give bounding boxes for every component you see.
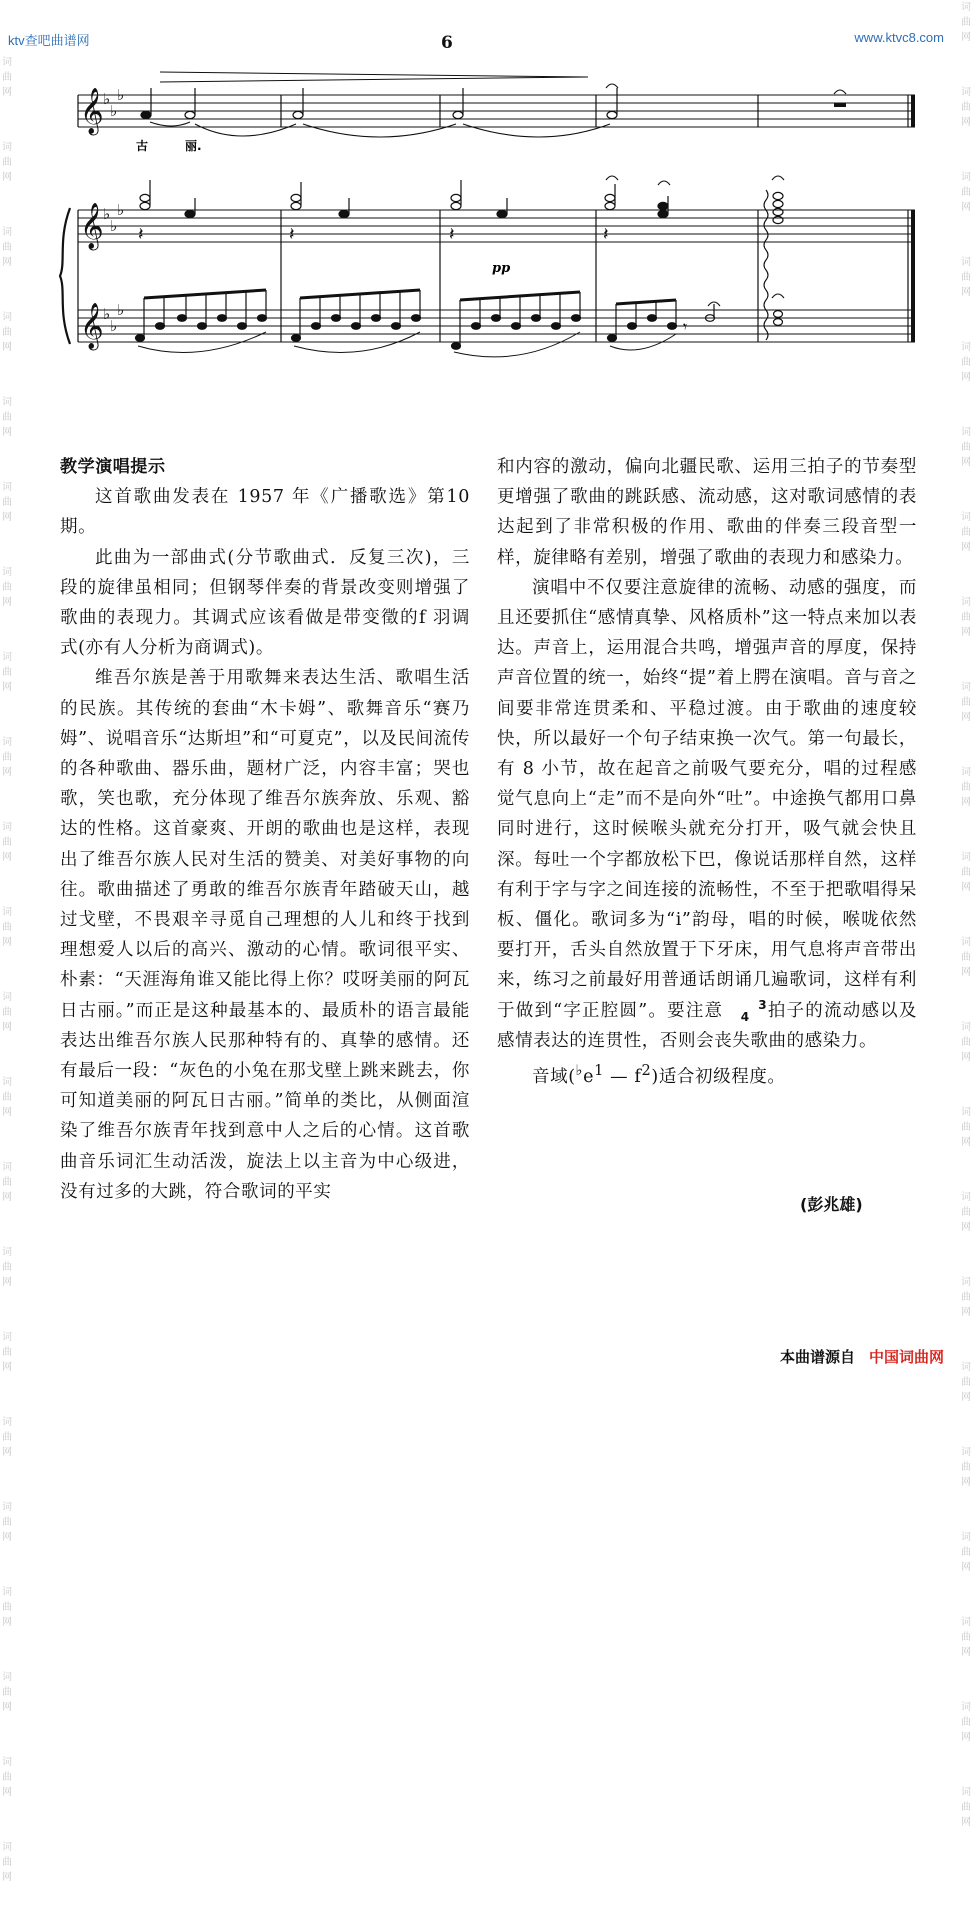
svg-text:♭: ♭ [110, 217, 118, 235]
treble-clef-piano-lower: 𝄞 [80, 303, 104, 349]
music-score [0, 0, 974, 440]
svg-text:𝄽: 𝄽 [449, 224, 455, 245]
range-low-note: e [583, 1066, 595, 1087]
range-high-note: f [634, 1066, 642, 1087]
hairpin [160, 72, 588, 82]
paragraph: 此曲为一部曲式(分节歌曲式．反复三次)，三段的旋律虽相同；但钢琴伴奏的背景改变则增强了歌曲的表现力。其调式应该看做是带变徵的f 羽调式(亦有人分析为商调式)。 [60, 547, 470, 659]
fermatas [606, 84, 846, 306]
dynamic-pp: pp [492, 261, 511, 276]
time-signature [723, 999, 767, 1023]
staff-lines [78, 95, 915, 342]
paragraph [497, 573, 917, 1056]
treble-clef-voice: 𝄞 [80, 88, 104, 134]
flat-sign: ♭ [575, 1062, 584, 1080]
range-prefix: 音域( [532, 1066, 576, 1087]
article-right-column [497, 452, 917, 1092]
svg-text:𝄽: 𝄽 [603, 224, 609, 245]
paragraph: 维吾尔族是善于用歌舞来表达生活、歌唱生活的民族。其传统的套曲“木卡姆”、歌舞音乐“赛乃姆”、说唱音乐“达斯坦”和“可夏克”，以及民间流传的各种歌曲、器乐曲，题材广泛，内容丰富；哭也歌，笑也歌，充分体现了维吾尔族奔放、乐观、豁达的性格。这首豪爽、开朗的歌曲也是这样，表现出了维吾尔族人民对生活的赞美、对美好事物的向往。歌曲描述了勇敢的维吾尔族青年踏破天山，越过戈壁，不畏艰辛寻觅自己理想的人儿和终于找到理想爱人以后的高兴、激动的心情。歌词很平实、朴素：“天涯海角谁又能比得上你？哎呀美丽的阿瓦日古丽。”而正是这种最基本的、最质朴的语言最能表达出维吾尔族人民那种特有的、真挚的感情。还有最后一段：“灰色的小兔在那戈壁上跳来跳去，你可知道美丽的阿瓦日古丽。”简单的类比，从侧面渲染了维吾尔族青年找到意中人之后的心情。这首歌曲音乐词汇生动活泼，旋法上以主音为中心级进，没有过多的大跳，符合歌词的平实 [60, 668, 470, 1202]
section-title: 教学演唱提示 [60, 457, 166, 477]
svg-text:♭: ♭ [110, 102, 118, 120]
watermark-left: 词 曲 网 词 曲 网 词 曲 网 词 曲 网 词 曲 网 词 曲 网 词 曲 网 词 曲 网 词 曲 网 词 曲 网 词 曲 网 词 曲 网 词 曲 网 词 曲 网 词 曲 网 词 曲 网 词 曲 网 词 曲 网 词 曲 网 词 曲 网 词 曲 网 词 曲 网 [2, 57, 12, 1883]
svg-text:♭: ♭ [117, 201, 125, 219]
svg-text:♭: ♭ [103, 305, 111, 323]
paragraph: 和内容的激动，偏向北疆民歌、运用三拍子的节奏型更增强了歌曲的跳跃感、流动感，这对歌词感情的表达起到了非常积极的作用、歌曲的伴奏三段音型一样，旋律略有差别，增强了歌曲的表现力和感染力。 [497, 457, 917, 568]
ties [150, 122, 610, 137]
svg-text:♭: ♭ [110, 317, 118, 335]
piano-brace [60, 208, 70, 344]
time-signature-bottom: 4 [740, 1010, 750, 1025]
header-site-link[interactable]: ktv查吧曲谱网 [8, 33, 90, 48]
range-high-octave: 2 [641, 1062, 652, 1080]
author: (彭兆雄) [800, 1195, 863, 1214]
svg-text:♭: ♭ [103, 205, 111, 223]
half-rest [834, 103, 846, 107]
footer-source-label: 本曲谱源自 [779, 1348, 855, 1366]
svg-text:♭: ♭ [103, 90, 111, 108]
lower-slurs [138, 332, 676, 357]
svg-text:♭: ♭ [117, 301, 125, 319]
watermark-right: 词 曲 网 词 曲 网 词 曲 网 词 曲 网 词 曲 网 词 曲 网 词 曲 网 词 曲 网 词 曲 网 词 曲 网 词 曲 网 词 曲 网 词 曲 网 词 曲 网 词 曲 网 词 曲 网 词 曲 网 词 曲 网 词 曲 网 词 曲 网 词 曲 网 词 曲 网 [961, 2, 971, 1828]
eighth-rest: 𝄾 [683, 317, 688, 336]
paragraph: 这首歌曲发表在 1957 年《广播歌选》第10 期。 [60, 487, 470, 538]
footer [780, 1346, 944, 1367]
range-low-octave: 1 [594, 1062, 604, 1080]
piano-upper-notes [140, 180, 783, 224]
svg-text:♭: ♭ [117, 86, 125, 104]
header-url-link[interactable]: www.ktvc8.com [854, 30, 944, 45]
time-signature-top: 3 [758, 998, 768, 1013]
lyric-2: 丽. [185, 139, 202, 153]
paragraph-text: 拍子的流动感以及感情表达的连贯性，否则会丧失歌曲的感染力。 [497, 1000, 917, 1051]
footer-brand-link[interactable]: 中国词曲网 [868, 1348, 944, 1366]
lyric-1: 古 [136, 139, 149, 153]
article-left-column [60, 452, 470, 1207]
range-dash: — [603, 1066, 635, 1087]
svg-text:𝄽: 𝄽 [289, 224, 295, 245]
range-suffix: )适合初级程度。 [651, 1066, 786, 1087]
treble-clef-piano-upper: 𝄞 [80, 203, 104, 249]
svg-text:𝄽: 𝄽 [138, 224, 144, 245]
vocal-range-line [497, 1056, 917, 1092]
paragraph-text: 演唱中不仅要注意旋律的流畅、动感的强度，而且还要抓住“感情真挚、风格质朴”这一特点来加以表达。声音上，运用混合共鸣，增强声音的厚度，保持声音位置的统一，始终“提”着上腭在演唱。音与音之间要非常连贯柔和、平稳过渡。由于歌曲的速度较快，所以最好一个句子结束换一次气。第一句最长，有 8 小节，故在起音之前吸气要充分，唱的过程感觉气息向上“走”而不是向外“吐”。中途换气都用口鼻同时进行，这时候喉头就充分打开，吸气就会快且深。每吐一个字都放松下巴，像说话那样自然，这样有利于字与字之间连接的流畅性，不至于把歌唱得呆板、僵化。歌词多为“i”韵母，唱的时候，喉咙依然要打开，舌头自然放置于下牙床，用气息将声音带出来，练习之前最好用普通话朗诵几遍歌词，这样有利于做到“字正腔圆”。要注意 [497, 577, 917, 1021]
page-number: 6 [441, 33, 453, 53]
